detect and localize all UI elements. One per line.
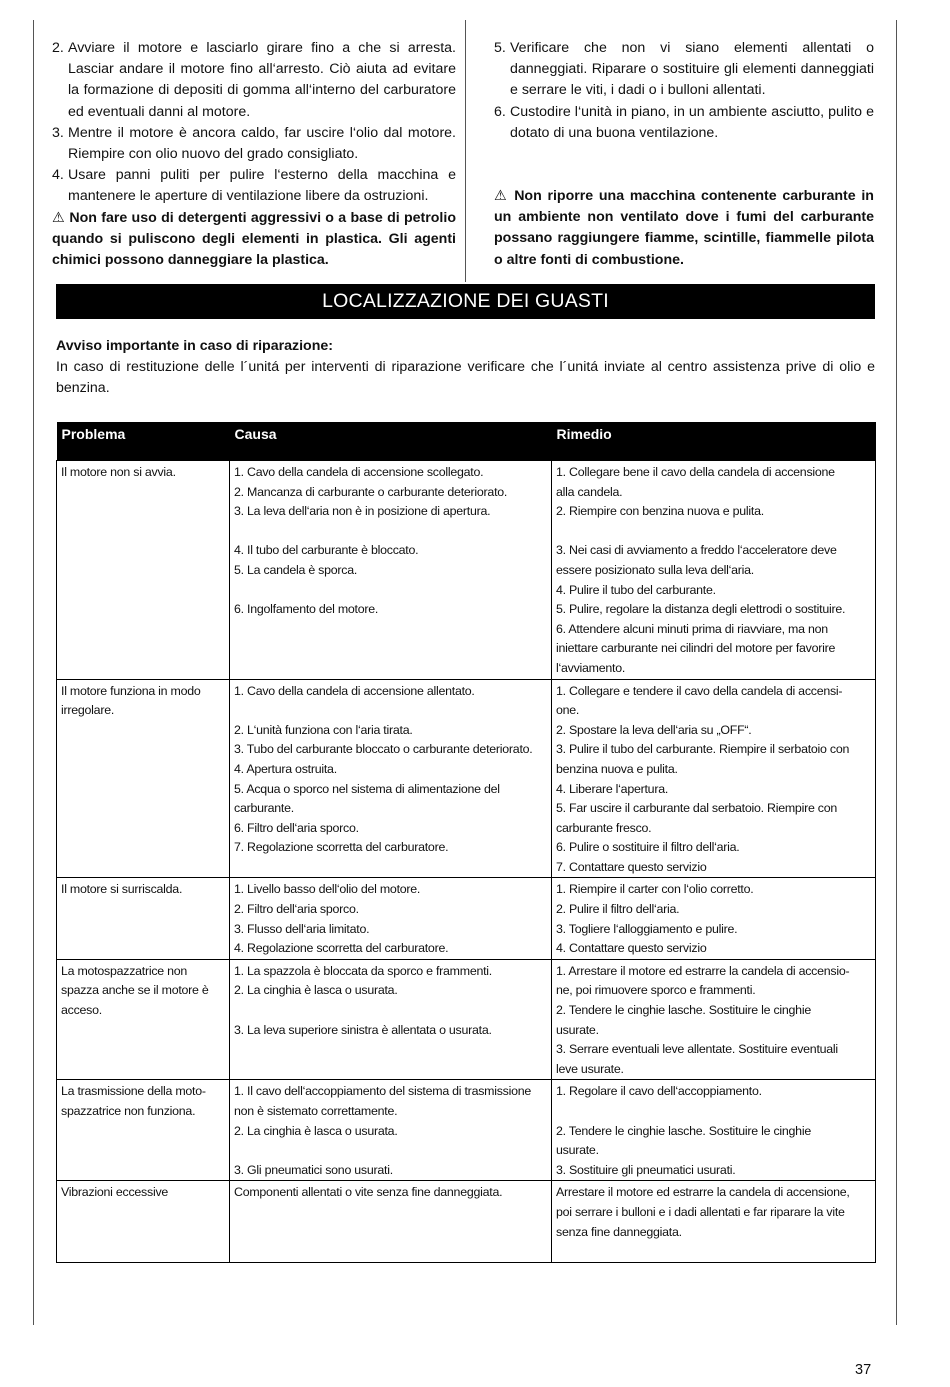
cell-line: 2. Mancanza di carburante o carburante deteriorato. xyxy=(234,484,508,499)
cell-line: essere posizionato sulla leva dell‘aria. xyxy=(556,562,755,577)
cell-line: 5. Pulire, regolare la distanza degli elettrodi o sostituire. xyxy=(556,602,846,617)
cell-line: 4. Il tubo del carburante è bloccato. xyxy=(234,543,419,558)
cell-line: 2. La cinghia è lasca o usurata. xyxy=(234,1123,398,1138)
cell-line: Componenti allentati o vite senza fine danneggiata. xyxy=(234,1185,503,1200)
cell-line: 6. Ingolfamento del motore. xyxy=(234,602,379,617)
cause-cell xyxy=(230,959,552,1080)
plastic-cleaning-warning: ⚠ Non fare uso di detergenti aggressivi o a base di petrolio quando si puliscono degli elementi in plastica. Gli agenti chimici possono danneggiare la plastica. xyxy=(52,209,456,269)
table-row xyxy=(57,1181,876,1262)
table-header-row xyxy=(57,422,876,461)
cell-line: 2. Filtro dell‘aria sporco. xyxy=(234,902,359,917)
cause-cell xyxy=(230,1080,552,1181)
cell-line: alla candela. xyxy=(556,484,623,499)
cell-line: acceso. xyxy=(61,1003,102,1018)
cell-line: 3. Tubo del carburante bloccato o carburante deteriorato. xyxy=(234,742,533,757)
cell-line: 6. Pulire o sostituire il filtro dell‘aria. xyxy=(556,840,740,855)
cell-line: 1. La spazzola è bloccata da sporco e frammenti. xyxy=(234,963,492,978)
cell-line: 1. Collegare bene il cavo della candela di accensione xyxy=(556,465,835,479)
right-margin-rule xyxy=(896,20,897,1325)
cell-line: 1. Il cavo dell‘accoppiamento del sistema di trasmissione xyxy=(234,1084,532,1099)
cell-line: one. xyxy=(556,703,580,718)
cell-line: Vibrazioni eccessive xyxy=(61,1185,169,1200)
warning-triangle-icon: ⚠ xyxy=(494,188,509,205)
cell-line: 4. Regolazione scorretta del carburatore. xyxy=(234,941,449,956)
cell-line: 2. Pulire il filtro dell‘aria. xyxy=(556,902,680,917)
cell-line xyxy=(556,1242,871,1262)
problem-cell xyxy=(57,1080,230,1181)
cell-line: 2. Spostare la leva dell‘aria su „OFF“. xyxy=(556,722,752,737)
table-row xyxy=(57,679,876,878)
step-item: 4. Usare panni puliti per pulire l‘esterno della macchina e mantenere le aperture di ventilazione libere da ostruzioni. xyxy=(52,167,456,205)
cell-line: 3. Sostituire gli pneumatici usurati. xyxy=(556,1162,736,1177)
notice-body: In caso di restituzione delle l´unitá per interventi di riparazione verificare che l´unitá inviate al centro assistenza prive di olio e benzina. xyxy=(56,359,875,397)
section-title: LOCALIZZAZIONE DEI GUASTI xyxy=(56,284,875,319)
left-margin-rule xyxy=(33,20,34,1325)
table-row xyxy=(57,461,876,680)
cell-line: senza fine danneggiata. xyxy=(556,1224,682,1239)
cell-line: 7. Contattare questo servizio xyxy=(556,859,707,874)
cell-line xyxy=(234,1141,547,1161)
repair-notice xyxy=(56,336,875,400)
cell-line: 5. Acqua o sporco nel sistema di alimentazione del xyxy=(234,781,500,796)
cell-line: 2. Tendere le cinghie lasche. Sostituire le cinghie xyxy=(556,1003,811,1018)
cell-line: 1. Cavo della candela di accensione allentato. xyxy=(234,683,475,698)
notice-title: Avviso importante in caso di riparazione: xyxy=(56,338,333,354)
step-item: 5. Verificare che non vi siano elementi allentati o danneggiati. Riparare o sostituire gli elementi danneggiati e serrare le viti, i dadi o i bulloni allentati. xyxy=(494,40,874,99)
problem-cell xyxy=(57,461,230,680)
cell-line: 4. Contattare questo servizio xyxy=(556,941,707,956)
cell-line: carburante. xyxy=(234,801,294,816)
table-row xyxy=(57,1080,876,1181)
cell-line: leve usurate. xyxy=(556,1061,624,1076)
problem-cell xyxy=(57,878,230,959)
cell-line: 4. Apertura ostruita. xyxy=(234,761,337,776)
cell-line: Il motore funziona in modo xyxy=(61,683,201,698)
cause-cell xyxy=(230,461,552,680)
cell-line: usurate. xyxy=(556,1022,599,1037)
cell-line: 1. Arrestare il motore ed estrarre la candela di accensio- xyxy=(556,963,850,978)
maintenance-steps-right xyxy=(494,38,874,144)
problem-cell xyxy=(57,679,230,878)
remedy-cell xyxy=(552,959,876,1080)
table-body xyxy=(57,461,876,1263)
cell-line: 1. Livello basso dell‘olio del motore. xyxy=(234,882,421,897)
cell-line: 4. Pulire il tubo del carburante. xyxy=(556,582,716,597)
cell-line: 1. Collegare e tendere il cavo della candela di accensi- xyxy=(556,683,843,698)
problem-cell xyxy=(57,959,230,1080)
cell-line: 3. La leva dell‘aria non è in posizione di apertura. xyxy=(234,504,491,519)
cell-line: 4. Liberare l‘apertura. xyxy=(556,781,669,796)
cell-line: 2. L‘unità funziona con l‘aria tirata. xyxy=(234,722,413,737)
cell-line: 3. Serrare eventuali leve allentate. Sostituire eventuali xyxy=(556,1042,838,1057)
cell-line: iniettare carburante nei cilindri del motore per favorire xyxy=(556,641,836,656)
cell-line: Il motore non si avvia. xyxy=(61,465,176,479)
cause-cell xyxy=(230,679,552,878)
left-column xyxy=(52,38,456,271)
cell-line xyxy=(234,1001,547,1021)
header-remedy: Rimedio xyxy=(552,422,876,461)
cell-line: carburante fresco. xyxy=(556,820,652,835)
header-problem: Problema xyxy=(57,422,230,461)
cell-line: spazzatrice non funziona. xyxy=(61,1104,196,1118)
cell-line: 3. La leva superiore sinistra è allentata o usurata. xyxy=(234,1022,492,1037)
troubleshooting-table xyxy=(56,422,876,1263)
cause-cell xyxy=(230,1181,552,1262)
cell-line: 1. Riempire il carter con l‘olio corretto. xyxy=(556,882,754,897)
step-item: 3. Mentre il motore è ancora caldo, far uscire l‘olio dal motore. Riempire con olio nuovo del grado consigliato. xyxy=(52,124,456,163)
cell-line: 3. Flusso dell‘aria limitato. xyxy=(234,921,370,936)
cell-line xyxy=(556,522,871,542)
table-row xyxy=(57,878,876,959)
remedy-cell xyxy=(552,679,876,878)
cell-line: 6. Filtro dell‘aria sporco. xyxy=(234,820,359,835)
cell-line: 2. Tendere le cinghie lasche. Sostituire le cinghie xyxy=(556,1123,811,1138)
warning-triangle-icon: ⚠ xyxy=(52,209,66,226)
remedy-cell xyxy=(552,1181,876,1262)
cell-line: 1. Regolare il cavo dell‘accoppiamento. xyxy=(556,1084,762,1099)
right-column xyxy=(494,38,874,271)
maintenance-steps-left xyxy=(52,38,456,208)
cell-line: 3. Nei casi di avviamento a freddo l‘acceleratore deve xyxy=(556,543,837,558)
cell-line: ne, poi rimuovere sporco e frammenti. xyxy=(556,983,756,998)
cell-line: La motospazzatrice non xyxy=(61,963,188,978)
cell-line: 7. Regolazione scorretta del carburatore. xyxy=(234,840,449,855)
cell-line: 3. Pulire il tubo del carburante. Riempire il serbatoio con xyxy=(556,742,850,757)
cell-line: 3. Togliere l‘alloggiamento e pulire. xyxy=(556,921,738,936)
cell-line xyxy=(556,1102,871,1122)
cell-line xyxy=(234,522,547,542)
cell-line: l‘avviamento. xyxy=(556,660,626,675)
cell-line: spazza anche se il motore è xyxy=(61,983,209,998)
cell-line: La trasmissione della moto- xyxy=(61,1084,206,1099)
cell-line: poi serrare i bulloni e i dadi allentati e far riparare la vite xyxy=(556,1204,845,1219)
cell-line: 2. Riempire con benzina nuova e pulita. xyxy=(556,504,764,519)
cause-cell xyxy=(230,878,552,959)
cell-line: 1. Cavo della candela di accensione scollegato. xyxy=(234,465,484,479)
cell-line: 3. Gli pneumatici sono usurati. xyxy=(234,1162,393,1177)
page-number: 37 xyxy=(855,1362,872,1378)
column-divider xyxy=(465,20,466,282)
cell-line xyxy=(234,701,547,721)
step-item: 6. Custodire l‘unità in piano, in un ambiente asciutto, pulito e dotato di una buona ventilazione. xyxy=(494,103,874,141)
cell-line: 2. La cinghia è lasca o usurata. xyxy=(234,983,398,998)
table-row xyxy=(57,959,876,1080)
remedy-cell xyxy=(552,878,876,959)
cell-line xyxy=(234,581,547,601)
storage-fuel-warning: ⚠ Non riporre una macchina contenente carburante in un ambiente non ventilato dove i fumi del carburante possano raggiungere fiamme, scintille, fiammelle pilota o altre fonti di combustione. xyxy=(494,188,874,268)
problem-cell xyxy=(57,1181,230,1262)
header-cause: Causa xyxy=(230,422,552,461)
cell-line: 6. Attendere alcuni minuti prima di riavviare, ma non xyxy=(556,621,828,636)
cell-line: Arrestare il motore ed estrarre la candela di accensione, xyxy=(556,1185,850,1200)
step-item: 2. Avviare il motore e lasciarlo girare fino a che si arresta. Lasciar andare il motore fino all‘arresto. Ciò aiuta ad evitare la formazione di depositi di gomma all‘interno del carburatore ed eventuali danni al motore. xyxy=(52,40,456,120)
cell-line: irregolare. xyxy=(61,703,115,718)
remedy-cell xyxy=(552,461,876,680)
cell-line: 5. La candela è sporca. xyxy=(234,562,358,577)
cell-line: non è sistemato correttamente. xyxy=(234,1104,398,1118)
remedy-cell xyxy=(552,1080,876,1181)
cell-line: 5. Far uscire il carburante dal serbatoio. Riempire con xyxy=(556,801,838,816)
cell-line: benzina nuova e pulita. xyxy=(556,761,678,776)
cell-line: Il motore si surriscalda. xyxy=(61,882,183,897)
cell-line: usurate. xyxy=(556,1143,599,1158)
